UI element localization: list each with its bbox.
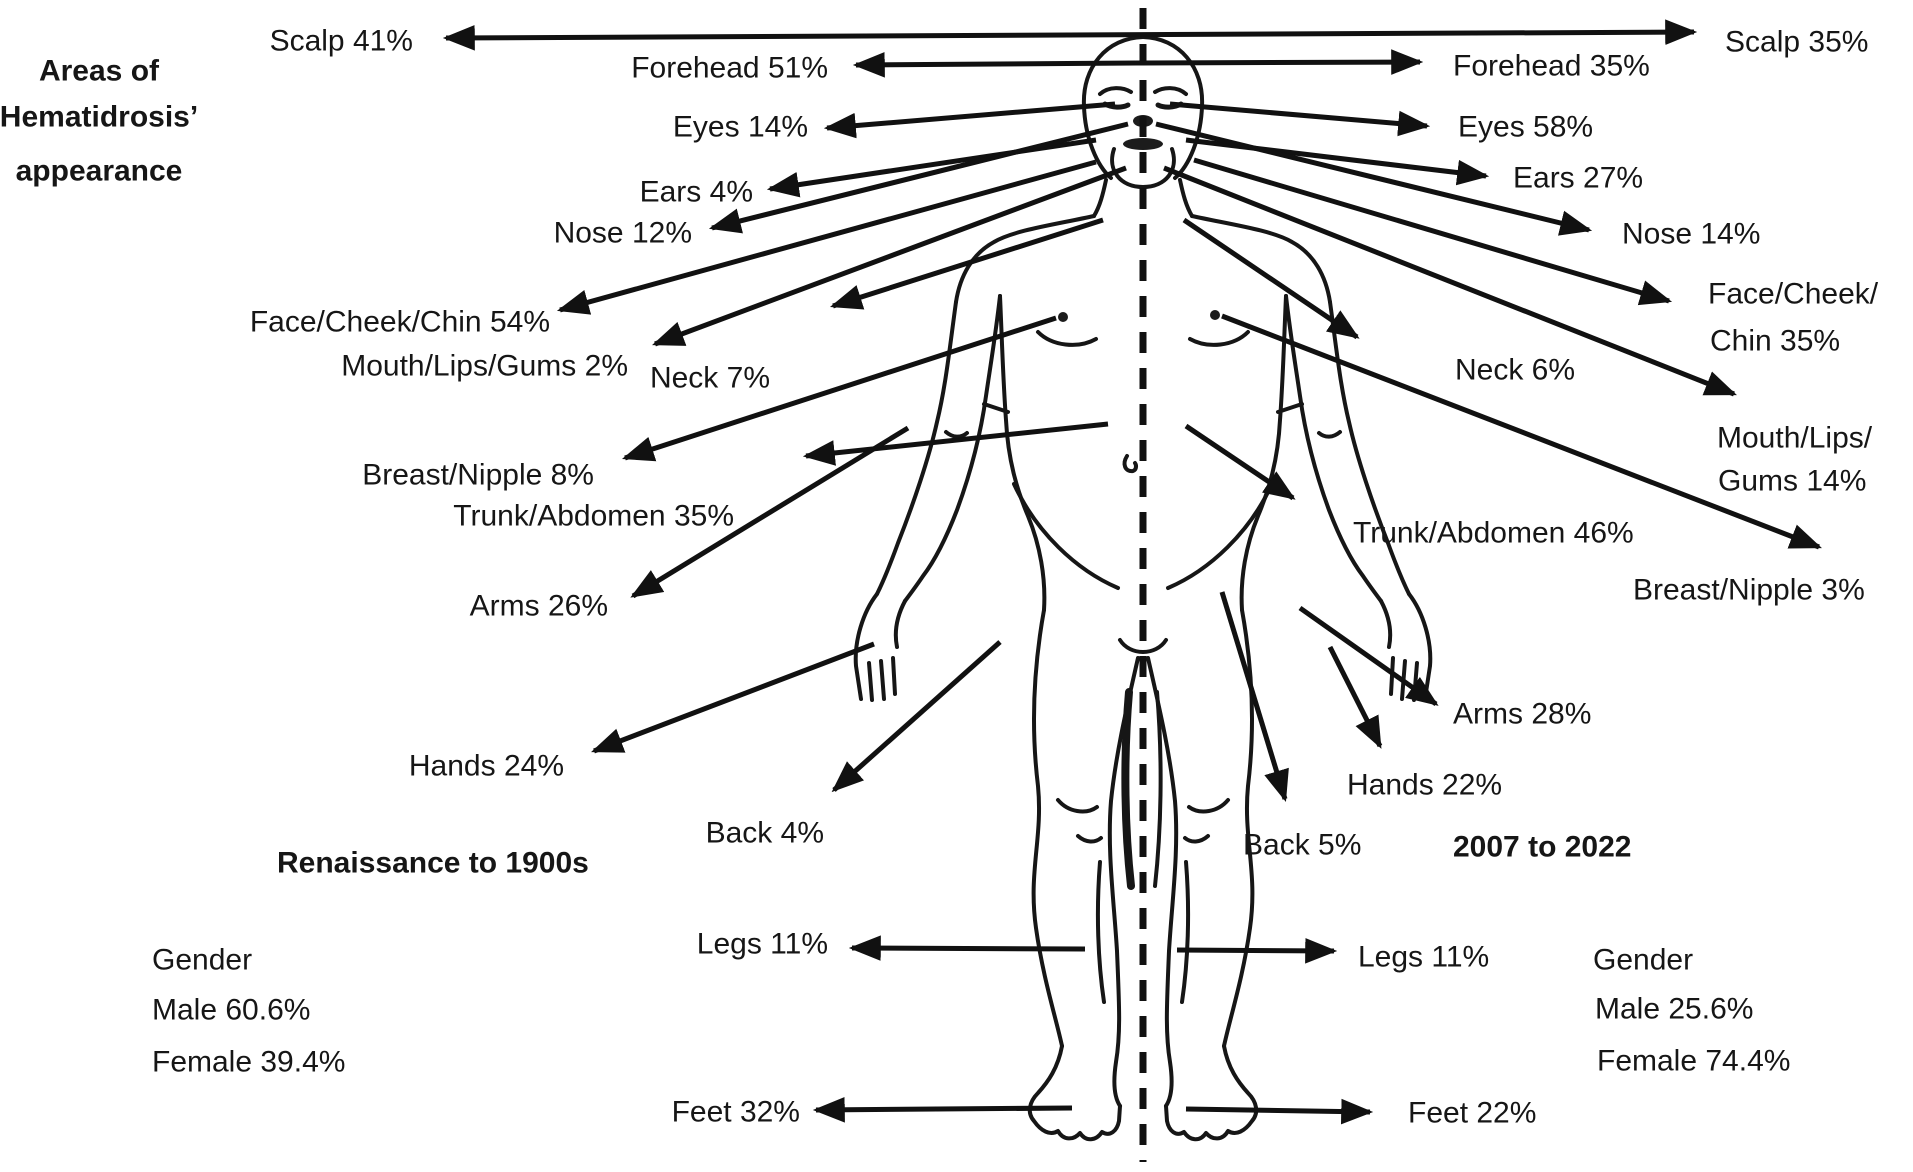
neck-line (1180, 180, 1192, 216)
breast-nipple-left-label: Breast/Nipple 8% (362, 458, 594, 492)
back-left-label: Back 4% (705, 816, 824, 850)
figure-title-line3: appearance (15, 154, 183, 188)
gender-left-female: Female 39.4% (152, 1045, 346, 1079)
ears-left-arrow (770, 140, 1096, 189)
mouth-mark (1123, 138, 1163, 150)
feet-right-arrow (1186, 1109, 1370, 1112)
hand-left-finger (869, 663, 872, 700)
eyes-left-label: Eyes 14% (672, 110, 808, 144)
eyes-right-label: Eyes 58% (1458, 110, 1594, 144)
hand-right (1409, 594, 1430, 699)
legs-left-arrow (852, 948, 1085, 949)
legs-left-label: Legs 11% (696, 927, 828, 961)
feet-right-label: Feet 22% (1408, 1096, 1537, 1130)
arm-right-outer (1330, 302, 1409, 594)
hand-left-finger (893, 658, 895, 694)
eyebrow-left (1100, 88, 1131, 94)
arms-left-label: Arms 26% (469, 589, 608, 623)
neck-right-label: Neck 6% (1455, 353, 1576, 387)
torso-left-edge (1000, 296, 1044, 610)
hands-right-label: Hands 22% (1347, 768, 1503, 802)
gender-right-female: Female 74.4% (1597, 1044, 1791, 1078)
legs-right-label: Legs 11% (1358, 940, 1490, 974)
foot-right (1166, 1046, 1256, 1139)
ears-right-label: Ears 27% (1513, 161, 1644, 195)
mouth-lips-right-label-line2: Gums 14% (1718, 464, 1867, 498)
nipple-left (1058, 312, 1068, 322)
inguinal-left (1014, 484, 1118, 588)
scalp-left-label: Scalp 41% (269, 24, 413, 58)
scalp-right-arrow (1069, 32, 1694, 35)
elbow-crease-left (946, 432, 967, 437)
arms-right-arrow (1300, 608, 1436, 704)
back-right-arrow (1222, 592, 1285, 799)
forehead-right-arrow (1136, 62, 1420, 63)
figure-title-line1: Areas of (38, 54, 160, 88)
feet-left-arrow (816, 1108, 1072, 1110)
period-right-heading: 2007 to 2022 (1453, 830, 1632, 864)
period-left-heading: Renaissance to 1900s (277, 846, 589, 880)
pec-left (1038, 332, 1096, 345)
elbow-crease-right (1319, 432, 1340, 437)
legs-right-arrow (1177, 950, 1334, 951)
neck-line (1094, 180, 1106, 216)
hand-left-thumb (896, 601, 905, 647)
torso-right-edge (1242, 296, 1286, 610)
gender-right-title: Gender (1593, 943, 1694, 977)
mouth-lips-gums-left-label: Mouth/Lips/Gums 2% (341, 349, 628, 383)
face-cheek-right-label-line1: Face/Cheek/ (1708, 277, 1879, 311)
forehead-left-label: Forehead 51% (631, 51, 828, 85)
breast-nipple-right-label: Breast/Nipple 3% (1633, 573, 1865, 607)
gender-right-male: Male 25.6% (1595, 992, 1754, 1026)
knee-left (1058, 800, 1097, 811)
crotch-line (1120, 640, 1166, 652)
eyes-right-arrow (1170, 104, 1427, 126)
gender-left-male: Male 60.6% (152, 993, 311, 1027)
eyebrow-right (1155, 88, 1186, 94)
ears-left-label: Ears 4% (639, 175, 753, 209)
neck-right-arrow (1184, 220, 1357, 337)
knee-right (1189, 800, 1228, 811)
scalp-right-label: Scalp 35% (1725, 25, 1869, 59)
nipple-right (1210, 310, 1220, 320)
figure-title-line2: Hematidrosis’ (0, 100, 199, 134)
foot-left (1030, 1046, 1120, 1139)
mouth-lips-right-arrow (1164, 168, 1734, 394)
trunk-abdomen-right-label: Trunk/Abdomen 46% (1353, 516, 1634, 550)
pec-right (1190, 332, 1248, 345)
gender-left-title: Gender (152, 943, 253, 977)
hands-left-label: Hands 24% (408, 749, 564, 783)
thigh-shading-left (1125, 692, 1131, 886)
face-cheek-chin-left-label: Face/Cheek/Chin 54% (249, 305, 550, 339)
face-cheek-right-label-line2: Chin 35% (1710, 324, 1841, 358)
hands-left-arrow (594, 644, 874, 751)
inguinal-right (1168, 484, 1272, 588)
neck-left-label: Neck 7% (649, 361, 770, 395)
knee-left (1078, 836, 1101, 842)
forehead-left-arrow (856, 63, 1136, 65)
thigh-shading-right (1155, 692, 1161, 886)
forehead-right-label: Forehead 35% (1453, 49, 1650, 83)
trunk-abdomen-left-arrow (806, 424, 1108, 456)
mouth-lips-right-label-line1: Mouth/Lips/ (1717, 421, 1873, 455)
nose-left-label: Nose 12% (553, 216, 692, 250)
eyes-left-arrow (827, 104, 1115, 128)
arms-right-label: Arms 28% (1453, 697, 1592, 731)
trunk-abdomen-left-label: Trunk/Abdomen 35% (453, 499, 734, 533)
hand-right-thumb (1381, 601, 1390, 647)
hand-right-finger (1414, 663, 1417, 700)
knee-right (1185, 836, 1208, 842)
navel-mark (1125, 456, 1136, 471)
leg-left-outer (1034, 610, 1062, 1046)
nose-right-label: Nose 14% (1622, 217, 1761, 251)
annotation-layer (0, 25, 1879, 1130)
leg-right-inner (1148, 658, 1176, 1106)
back-right-label: Back 5% (1243, 828, 1362, 862)
shin-right (1182, 862, 1188, 1002)
shoulder-right (1192, 216, 1330, 302)
hand-left-finger (881, 661, 884, 699)
scalp-left-arrow (446, 35, 1069, 38)
feet-left-label: Feet 32% (671, 1095, 800, 1129)
back-left-arrow (834, 642, 1000, 790)
shin-left (1098, 862, 1104, 1002)
